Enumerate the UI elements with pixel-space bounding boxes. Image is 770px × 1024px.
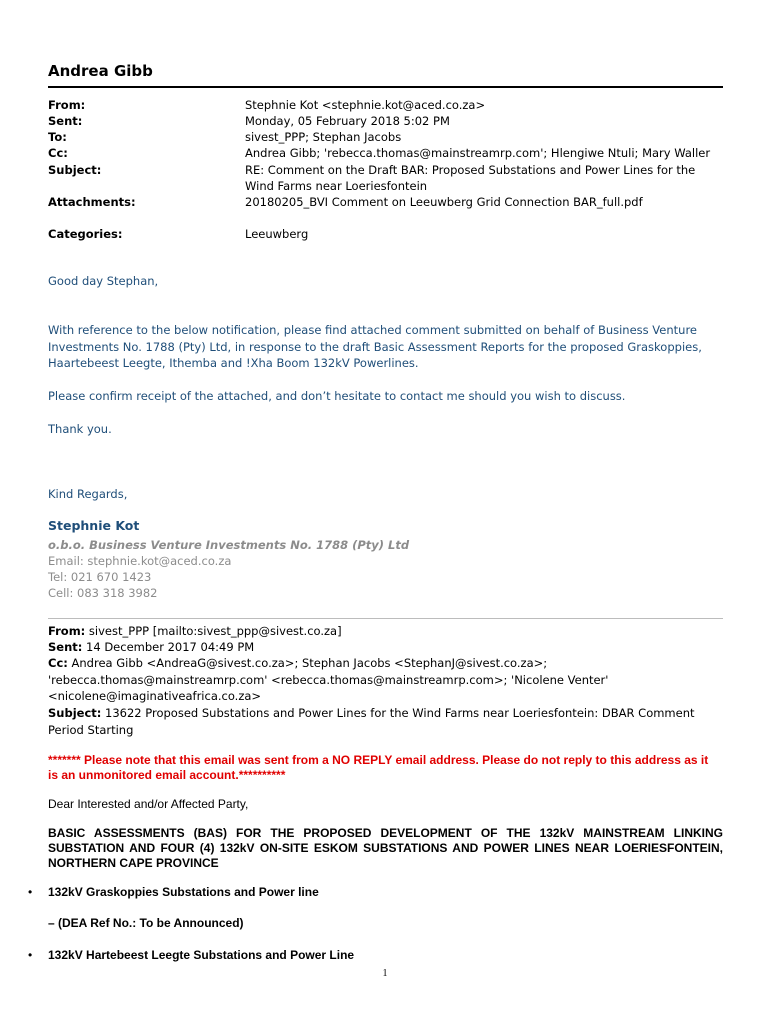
- sender-name: Andrea Gibb: [48, 62, 153, 80]
- sent-label: Sent:: [48, 114, 83, 128]
- forwarded-sent-value: 14 December 2017 04:49 PM: [82, 640, 255, 654]
- salutation: Dear Interested and/or Affected Party,: [48, 797, 249, 811]
- bullet-dot: •: [28, 948, 33, 962]
- header-rule: [48, 86, 723, 88]
- forwarded-cc-label: Cc:: [48, 656, 68, 670]
- forwarded-sent-label: Sent:: [48, 640, 83, 654]
- attachments-label: Attachments:: [48, 195, 136, 209]
- bullet-item-1-ref: – (DEA Ref No.: To be Announced): [48, 916, 244, 930]
- body-paragraph-2: Please confirm receipt of the attached, and don’t hesitate to contact me should you wish to discuss.: [48, 389, 626, 403]
- forwarded-from-value: sivest_PPP [mailto:sivest_ppp@sivest.co.za]: [85, 624, 342, 638]
- forwarded-sent: [48, 639, 723, 656]
- bullet-item-2: 132kV Hartebeest Leegte Substations and Power Line: [48, 948, 355, 962]
- forwarded-cc-value: Andrea Gibb <AndreaG@sivest.co.za>; Stephan Jacobs <StephanJ@sivest.co.za>; 'rebecca.thomas@mainstreamrp.com' <rebecca.thomas@mainstreamrp.com>; 'Nicolene Venter' <nicolene@imaginativeafrica.co.za>: [48, 656, 609, 703]
- signature-org: o.b.o. Business Venture Investments No. 1788 (Pty) Ltd: [48, 538, 410, 552]
- categories-label: Categories:: [48, 227, 123, 241]
- bullet-item-1: 132kV Graskoppies Substations and Power line: [48, 885, 319, 899]
- attachments-value[interactable]: 20180205_BVI Comment on Leeuwberg Grid Connection BAR_full.pdf: [245, 195, 643, 209]
- forwarded-from: [48, 623, 723, 640]
- sent-value: Monday, 05 February 2018 5:02 PM: [245, 114, 450, 128]
- from-value: Stephnie Kot <stephnie.kot@aced.co.za>: [245, 98, 486, 112]
- greeting: Good day Stephan,: [48, 274, 159, 288]
- page-number: 1: [382, 968, 388, 979]
- thanks-line: Thank you.: [48, 422, 112, 436]
- forwarded-cc: [48, 655, 723, 705]
- signature-tel: Tel: 021 670 1423: [48, 570, 152, 584]
- forward-divider: [48, 618, 723, 619]
- to-label: To:: [48, 130, 67, 144]
- forwarded-subject-value: 13622 Proposed Substations and Power Lines for the Wind Farms near Loeriesfontein: DBAR Comment Period Starting: [48, 706, 695, 737]
- bullet-dot: •: [28, 885, 33, 899]
- subject-value: RE: Comment on the Draft BAR: Proposed Substations and Power Lines for the Wind Farms near Loeriesfontein: [245, 163, 696, 193]
- forwarded-subject: [48, 705, 723, 738]
- no-reply-notice: ******* Please note that this email was sent from a NO REPLY email address. Please do not reply to this address as it is an unmonitored email account.**********: [48, 753, 709, 782]
- forwarded-subject-label: Subject:: [48, 706, 102, 720]
- forwarded-from-label: From:: [48, 624, 86, 638]
- body-paragraph-1: With reference to the below notification, please find attached comment submitted on behalf of Business Venture Investments No. 1788 (Pty) Ltd, in response to the draft Basic Assessment Reports for the proposed Graskoppies, Haartebeest Leegte, Ithemba and !Xha Boom 132kV Powerlines.: [48, 323, 702, 370]
- from-label: From:: [48, 98, 86, 112]
- to-value: sivest_PPP; Stephan Jacobs: [245, 130, 402, 144]
- cc-label: Cc:: [48, 146, 68, 160]
- cc-value: Andrea Gibb; 'rebecca.thomas@mainstreamrp.com'; Hlengiwe Ntuli; Mary Waller: [245, 146, 711, 160]
- categories-value: Leeuwberg: [245, 227, 309, 241]
- regards-line: Kind Regards,: [48, 487, 128, 501]
- signature-email[interactable]: Email: stephnie.kot@aced.co.za: [48, 554, 232, 568]
- signature-name: Stephnie Kot: [48, 518, 140, 533]
- subject-label: Subject:: [48, 163, 102, 177]
- announcement-heading: BASIC ASSESSMENTS (BAS) FOR THE PROPOSED DEVELOPMENT OF THE 132kV MAINSTREAM LINKING SUBSTATION AND FOUR (4) 132kV ON-SITE ESKOM SUBSTATIONS AND POWER LINES NEAR LOERIESFONTEIN, NORTHERN CAPE PROVINCE: [48, 826, 723, 870]
- signature-cell: Cell: 083 318 3982: [48, 586, 158, 600]
